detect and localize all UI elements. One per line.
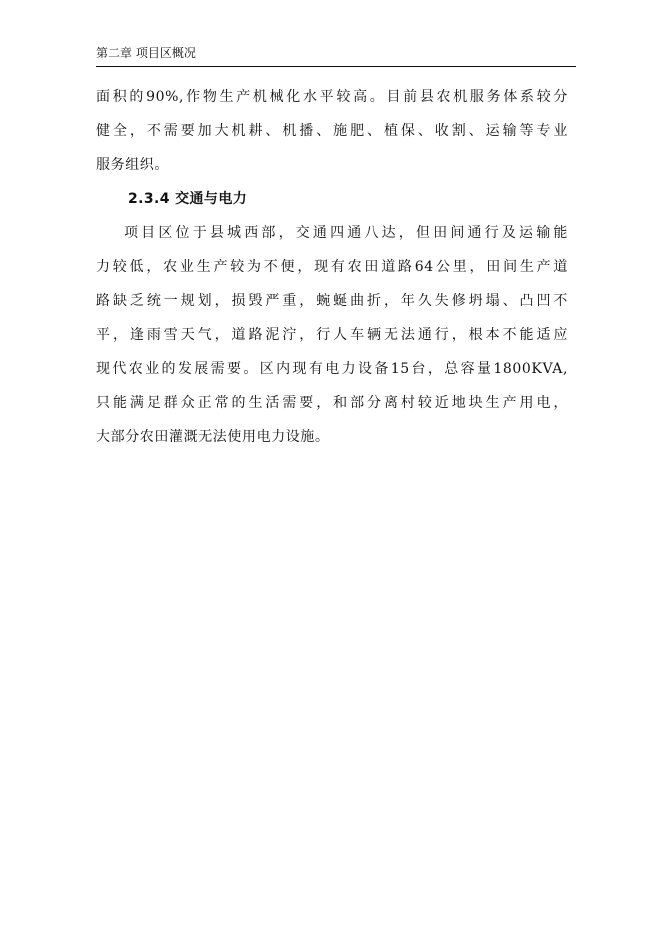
running-header — [96, 44, 576, 67]
paragraph-line: 健全，不需要加大机耕、机播、施肥、植保、收割、运输等专业 — [96, 123, 568, 139]
paragraph-line: 路缺乏统一规划，损毁严重，蜿蜒曲折，年久失修坍塌、凸凹不 — [96, 293, 568, 309]
section-heading: 2.3.4 交通与电力 — [128, 191, 248, 207]
chapter-title: 第二章 项目区概况 — [96, 46, 196, 60]
paragraph-line: 服务组织。 — [96, 157, 169, 173]
body-text — [96, 80, 568, 454]
paragraph-line: 面积的90%,作物生产机械化水平较高。目前县农机服务体系较分 — [96, 89, 568, 105]
paragraph-line: 平，逢雨雪天气，道路泥泞，行人车辆无法通行，根本不能适应 — [96, 327, 568, 343]
paragraph-line: 大部分农田灌溉无法使用电力设施。 — [96, 429, 330, 445]
paragraph-line: 现代农业的发展需要。区内现有电力设备15台，总容量1800KVA, — [96, 361, 568, 377]
paragraph-line: 力较低，农业生产较为不便，现有农田道路64公里，田间生产道 — [96, 259, 568, 275]
paragraph-line: 只能满足群众正常的生活需要，和部分离村较近地块生产用电， — [96, 395, 568, 411]
paragraph-line: 项目区位于县城西部，交通四通八达，但田间通行及运输能 — [124, 225, 568, 241]
